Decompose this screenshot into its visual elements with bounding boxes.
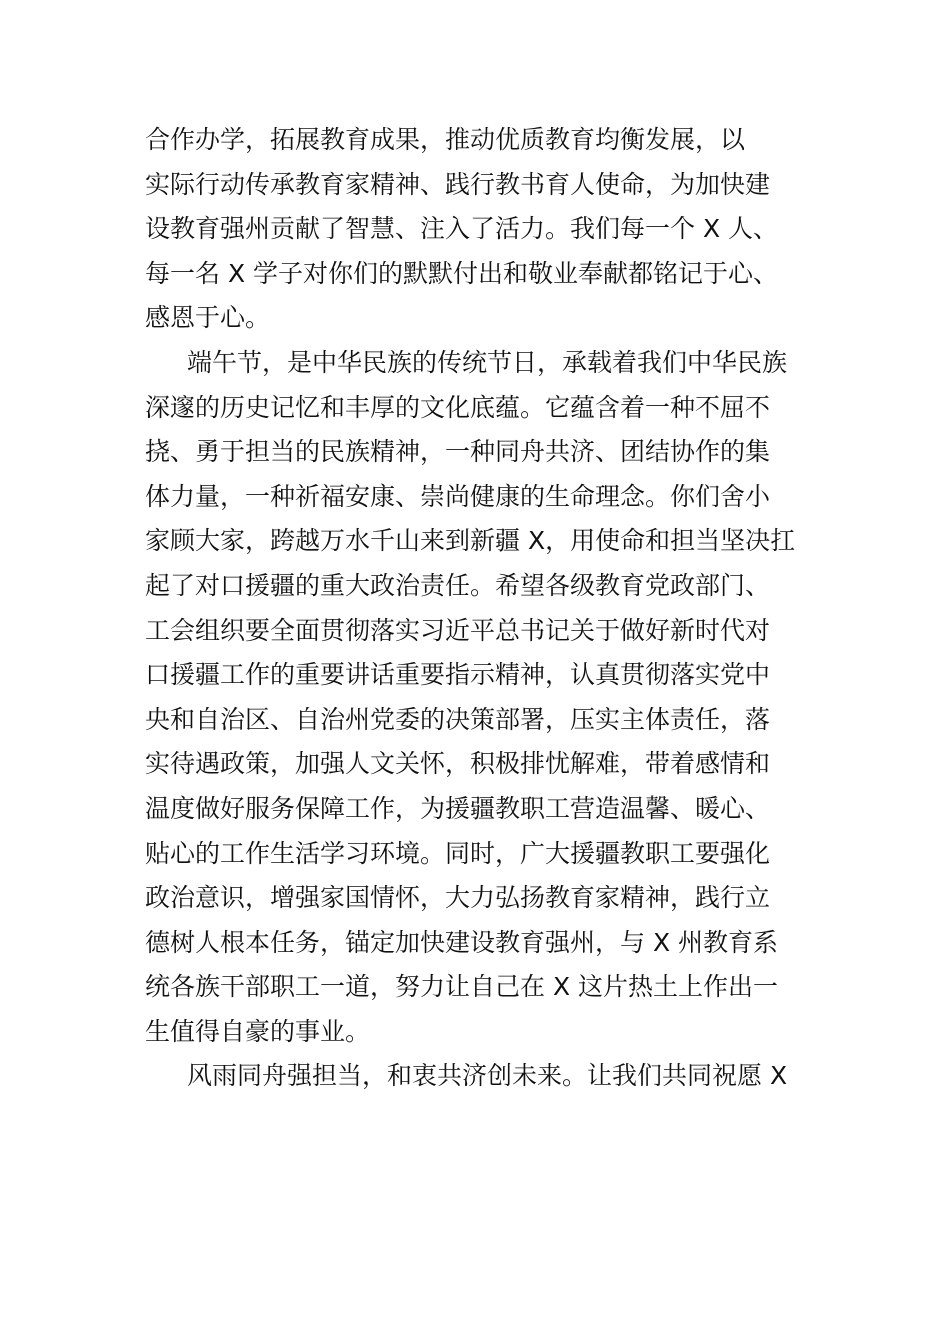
text-line: 深邃的历史记忆和丰厚的文化底蕴。它蕴含着一种不屈不 <box>145 392 771 422</box>
text-line: 设教育强州贡献了智慧、注入了活力。我们每一个 X 人、 <box>145 214 779 244</box>
text-line: 政治意识，增强家国情怀，大力弘扬教育家精神，践行立 <box>145 883 771 913</box>
text-line: 合作办学，拓展教育成果，推动优质教育均衡发展，以 <box>145 125 746 154</box>
paragraph-3 <box>145 1054 805 1099</box>
text-line: 工会组织要全面贯彻落实习近平总书记关于做好新时代对 <box>145 615 771 645</box>
paragraph-2 <box>145 341 805 1055</box>
text-line: 统各族干部职工一道，努力让自己在 X 这片热土上作出一 <box>145 972 779 1002</box>
text-line: 央和自治区、自治州党委的决策部署，压实主体责任，落 <box>145 704 771 734</box>
text-line: 起了对口援疆的重大政治责任。希望各级教育党政部门、 <box>145 570 771 600</box>
text-line: 温度做好服务保障工作，为援疆教职工营造温馨、暖心、 <box>145 793 771 823</box>
paragraph-1 <box>145 118 805 341</box>
text-line: 家顾大家，跨越万水千山来到新疆 X，用使命和担当坚决扛 <box>145 526 796 556</box>
text-line: 挠、勇于担当的民族精神，一种同舟共济、团结协作的集 <box>145 437 771 467</box>
text-line: 德树人根本任务，锚定加快建设教育强州，与 X 州教育系 <box>145 927 779 957</box>
text-line: 口援疆工作的重要讲话重要指示精神，认真贯彻落实党中 <box>145 660 771 690</box>
text-line: 实际行动传承教育家精神、践行教书育人使命，为加快建 <box>145 169 771 199</box>
text-line: 实待遇政策，加强人文关怀，积极排忧解难，带着感情和 <box>145 749 771 779</box>
document-body <box>145 118 805 1099</box>
text-line: 端午节，是中华民族的传统节日，承载着我们中华民族 <box>187 347 788 377</box>
text-line: 体力量，一种祈福安康、崇尚健康的生命理念。你们舍小 <box>145 481 771 511</box>
text-line: 生值得自豪的事业。 <box>145 1016 371 1046</box>
text-line: 风雨同舟强担当，和衷共济创未来。让我们共同祝愿 X <box>187 1061 788 1091</box>
text-line: 贴心的工作生活学习环境。同时，广大援疆教职工要强化 <box>145 838 771 868</box>
text-line: 每一名 X 学子对你们的默默付出和敬业奉献都铭记于心、 <box>145 258 779 288</box>
text-line: 感恩于心。 <box>145 303 271 333</box>
